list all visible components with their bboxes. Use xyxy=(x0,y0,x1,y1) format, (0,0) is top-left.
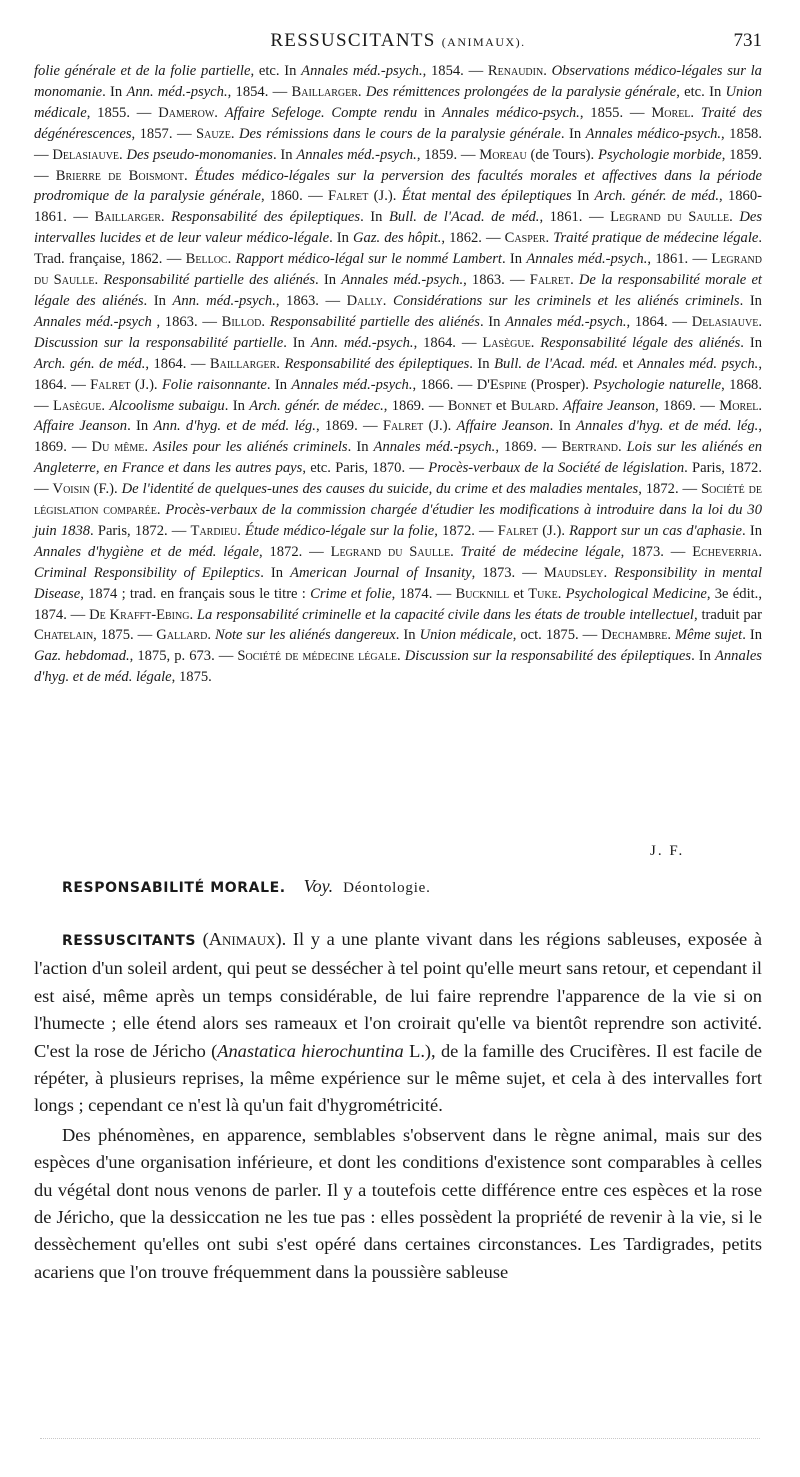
author-name: Lasègue xyxy=(52,397,102,414)
author-name: Falret xyxy=(497,522,539,539)
citation-text: . In xyxy=(360,209,389,226)
work-title: Annales méd.-psych. xyxy=(526,251,648,268)
citation-text: . In xyxy=(224,397,250,414)
citation-text: . xyxy=(530,334,541,351)
author-name: Echeverria xyxy=(692,543,759,560)
author-name: Morel xyxy=(651,104,691,121)
work-title: American Journal of Insanity xyxy=(290,564,472,581)
author-name: Brierre de Boismont xyxy=(55,167,184,184)
citation-text: , 3e édit., 1874. — xyxy=(34,585,762,623)
article-ressuscitants xyxy=(34,926,762,1286)
citation-text: . xyxy=(758,397,762,414)
citation-text: . xyxy=(554,397,563,414)
work-title: Traité pratique de médecine légale xyxy=(553,230,759,247)
work-title: Rapport médico-légal sur le nommé Lambert xyxy=(235,251,502,268)
author-name: D'Espine xyxy=(476,376,527,393)
work-title: Traité de médecine légale xyxy=(460,543,621,560)
citation-text: . In xyxy=(266,376,292,393)
citation-text: . xyxy=(207,627,215,644)
running-title xyxy=(34,30,762,52)
work-title: Annales d'hyg. et de méd. lég. xyxy=(575,418,759,435)
author-signature: J. F. xyxy=(650,843,685,859)
work-title: Études médico-légales sur la perversion des facultés morales et affectives dans la période prodromique de la paralysie générale xyxy=(34,167,762,205)
work-title: Rapport sur un cas d'aphasie xyxy=(569,522,743,539)
citation-text: . In xyxy=(739,292,762,309)
work-title: Affaire Jeanson xyxy=(562,397,656,414)
work-title: Des rémittences prolongées de la paralysie générale xyxy=(365,83,677,100)
citation-text: . In xyxy=(329,230,354,247)
work-title: Gaz. des hôpit. xyxy=(353,230,442,247)
citation-text: , 1863. — xyxy=(275,292,347,309)
citation-text: . xyxy=(397,648,405,665)
author-name: Legrand du Saulle xyxy=(34,251,762,289)
work-title: Annales méd.-psych. xyxy=(301,63,423,79)
citation-text: . Paris, 1872. — xyxy=(90,522,191,539)
author-name: Lasègue xyxy=(482,334,531,351)
citation-text: . In xyxy=(127,418,154,435)
citation-text: . xyxy=(603,564,615,581)
citation-text: , 1866. — xyxy=(412,376,477,393)
work-title: Ann. d'hyg. et de méd. lég. xyxy=(153,418,316,435)
work-title: Annales d'hyg. et de méd. légale xyxy=(34,648,762,686)
work-title: État mental des épileptiques xyxy=(401,188,572,205)
work-title: folie générale et de la folie partielle xyxy=(34,63,251,79)
citation-text: , 1863. — xyxy=(463,272,530,289)
citation-text: , 1872. — xyxy=(434,522,498,539)
citation-text: . Paris, 1872. — xyxy=(34,460,763,498)
work-title: Union médicale xyxy=(419,627,513,644)
citation-text: , 1855. — xyxy=(86,104,159,121)
citation-text: . xyxy=(758,313,762,330)
citation-text: . xyxy=(230,125,239,142)
citation-text: . In xyxy=(395,627,420,644)
work-title: Bull. de l'Acad. méd. xyxy=(494,355,619,372)
author-name: Morel xyxy=(719,397,759,414)
page-header xyxy=(34,30,762,60)
citation-text: , etc. In xyxy=(676,83,726,100)
work-title: Criminal Responsibility of Epileptics xyxy=(34,564,261,581)
author-name: Bulard xyxy=(510,397,555,414)
citation-text: . xyxy=(276,355,285,372)
author-name: Dechambre xyxy=(601,627,668,644)
citation-text: . xyxy=(382,292,393,309)
work-title: Annales méd.-psych xyxy=(34,313,152,330)
author-name: Société de médecine légale xyxy=(237,648,398,665)
citation-text: . In xyxy=(102,83,127,100)
citation-text: . In xyxy=(740,334,762,351)
author-name: Bertrand xyxy=(561,439,618,456)
citation-text: in xyxy=(417,104,443,121)
citation-text: (Prosper). xyxy=(526,376,594,393)
citation-text: (J.). xyxy=(130,376,162,393)
work-title: Responsabilité des épileptiques xyxy=(284,355,470,372)
work-title: Affaire Sefeloge. Compte rendu xyxy=(224,104,418,121)
author-name: Billod xyxy=(221,313,262,330)
work-title: Ann. méd.-psych. xyxy=(172,292,276,309)
citation-text: . xyxy=(101,397,110,414)
author-name: Bucknill xyxy=(455,585,510,602)
citation-text: , 1854. — xyxy=(227,83,292,100)
author-name: Legrand du Saulle xyxy=(330,543,451,560)
page-bottom-rule xyxy=(40,1438,760,1445)
work-title: Bull. de l'Acad. de méd. xyxy=(388,209,540,226)
author-name: Falret xyxy=(382,418,424,435)
work-title: Arch. génér. de médec. xyxy=(249,397,384,414)
work-title: Responsabilité légale des aliénés xyxy=(540,334,741,351)
work-title: Des pseudo-monomanies xyxy=(126,146,273,163)
citation-text: . In xyxy=(469,355,495,372)
work-title: Observations médico-légales sur la monomanie xyxy=(34,63,762,100)
work-title: Lois sur les aliénés en Angleterre, en France et dans les autres pays xyxy=(34,439,763,477)
citation-text: . xyxy=(690,104,701,121)
work-title: Annales médico-psych. xyxy=(585,125,722,142)
entry-responsabilite-morale xyxy=(62,876,431,897)
running-title-main: RESSUSCITANTS xyxy=(270,30,436,51)
work-title: Discussion sur la responsabilité partielle xyxy=(34,334,284,351)
work-title: Des intervalles lucides et de leur valeur médico-légale xyxy=(34,209,763,247)
author-name: Tardieu xyxy=(190,522,238,539)
work-title: Annales méd. psych. xyxy=(637,355,759,372)
work-title: De l'identité de quelques-unes des causes du suicide, du crime et des maladies mentales xyxy=(121,481,639,498)
citation-text: . xyxy=(357,83,366,100)
citation-text: (J.). xyxy=(538,522,570,539)
work-title: Annales méd.-psych. xyxy=(341,272,464,289)
citation-text: . xyxy=(617,439,627,456)
citation-text: . In xyxy=(742,522,762,539)
citation-text: . xyxy=(119,146,127,163)
author-name: Maudsley xyxy=(543,564,604,581)
citation-text: et xyxy=(509,585,529,602)
author-name: Legrand du Saulle xyxy=(610,209,730,226)
work-title: Affaire Jeanson xyxy=(34,418,128,435)
work-title: Annales méd.-psych. xyxy=(291,376,413,393)
author-name: Falret xyxy=(328,188,369,205)
citation-text: (J.). xyxy=(368,188,402,205)
citation-text: , oct. 1875. — xyxy=(512,627,602,644)
work-title: Des rémissions dans le cours de la paralysie générale xyxy=(238,125,561,142)
work-title: Responsabilité des épileptiques xyxy=(171,209,361,226)
citation-text: et xyxy=(491,397,511,414)
running-title-sub: (ANIMAUX). xyxy=(441,35,526,49)
citation-text: . In xyxy=(560,125,586,142)
citation-text: , 1875, p. 673. — xyxy=(129,648,238,665)
citation-text: . In xyxy=(347,439,374,456)
citation-text: . In xyxy=(691,648,715,665)
citation-text: , 1863. — xyxy=(151,313,222,330)
citation-text: , 1864. — xyxy=(145,355,210,372)
author-name: Baillarger xyxy=(94,209,161,226)
work-title: Arch. gén. de méd. xyxy=(34,355,146,372)
citation-text: . In xyxy=(501,251,527,268)
work-title: Annales méd.-psych. xyxy=(296,146,417,163)
citation-text: . In xyxy=(315,272,342,289)
citation-text: . xyxy=(758,543,762,560)
cross-ref-voy: Voy. xyxy=(303,876,334,896)
citation-text: , 1872. — xyxy=(258,543,331,560)
citation-text: . xyxy=(570,272,579,289)
author-name: De Krafft-Ebing xyxy=(89,606,190,623)
author-name: Falret xyxy=(90,376,131,393)
work-title: Responsabilité partielle des aliénés xyxy=(269,313,480,330)
citation-text: . xyxy=(189,606,197,623)
entry-headword: RESPONSABILITÉ MORALE. xyxy=(62,880,286,896)
citation-text: . xyxy=(160,209,172,226)
citation-text: (F.). xyxy=(89,481,122,498)
work-title: De la responsabilité morale et légale des aliénés xyxy=(34,272,762,309)
cross-ref-target: Déontologie. xyxy=(343,880,431,896)
work-title: Psychologie morbide xyxy=(597,146,722,163)
citation-text: , 1855. — xyxy=(579,104,652,121)
author-name: Delasiauve xyxy=(52,146,120,163)
citation-text: . Trad. française, 1862. — xyxy=(34,230,763,268)
citation-text: , 1869. — xyxy=(655,397,720,414)
author-name: Renaudin xyxy=(487,63,544,79)
citation-text: , 1875. — xyxy=(93,627,157,644)
author-name: Sauze xyxy=(196,125,231,142)
author-name: Bonnet xyxy=(447,397,492,414)
work-title: Responsibility in mental Disease xyxy=(34,564,763,602)
citation-text: , 1861. — xyxy=(539,209,611,226)
work-title: Annales médico-psych. xyxy=(442,104,580,121)
author-name: Tuke xyxy=(528,585,558,602)
species-name: Anastatica hierochuntina xyxy=(217,1040,404,1061)
citation-text: . xyxy=(94,272,104,289)
citation-text: , 1872. — xyxy=(638,481,702,498)
citation-text: . xyxy=(667,627,675,644)
citation-text: , 1864. — xyxy=(34,355,762,393)
article-paragraph-1 xyxy=(34,926,762,1120)
citation-text: . xyxy=(543,63,552,79)
author-name: Voisin xyxy=(52,481,90,498)
work-title: Annales d'hygiène et de méd. légale xyxy=(34,543,259,560)
citation-text: , 1875. xyxy=(171,669,212,686)
work-title: Gaz. hebdomad. xyxy=(34,648,130,665)
work-title: La responsabilité criminelle et la capacité civile dans les états de trouble intellectuel xyxy=(196,606,694,623)
citation-text: , 1874. — xyxy=(391,585,456,602)
work-title: Folie raisonnante xyxy=(161,376,267,393)
citation-text: , 1873. — xyxy=(471,564,544,581)
work-title: Arch. génér. de méd. xyxy=(594,188,719,205)
work-title: Alcoolisme subaigu xyxy=(109,397,225,414)
work-title: Annales méd.-psych. xyxy=(505,313,627,330)
citation-text: . xyxy=(557,585,566,602)
author-name: Damerow xyxy=(158,104,215,121)
paragraph-text: Il y a une plante vivant dans les régions sableuses, exposée à l'action d'un soleil ardent, qui peut se dessécher à tel point qu'elle meurt sans retour, et cependant il est aisé, même après un temps considérable, de lui faire reprendre l'apparence de la vie si on l'humecte ; elle étend alors ses rameaux et l'on croirait qu'elle va bientôt reprendre son activité. C'est la rose de Jéricho ( xyxy=(34,929,762,1061)
citation-text: , 1868. — xyxy=(34,376,762,414)
citation-text: . In xyxy=(143,292,173,309)
author-name: Delasiauve xyxy=(691,313,759,330)
work-title: Asiles pour les aliénés criminels xyxy=(153,439,348,456)
citation-text: , 1864. — xyxy=(413,334,483,351)
article-qualifier: (Animaux). xyxy=(202,929,287,949)
work-title: Psychologie naturelle xyxy=(593,376,722,393)
author-name: Baillarger xyxy=(209,355,277,372)
citation-text: , 1869. — xyxy=(34,418,762,456)
citation-text: , etc. In xyxy=(250,63,302,79)
citation-text: . xyxy=(729,209,740,226)
citation-text: , 1873. — xyxy=(620,543,693,560)
author-name: Dally xyxy=(346,292,383,309)
citation-text: . In xyxy=(260,564,291,581)
work-title: Affaire Jeanson xyxy=(456,418,550,435)
author-name: Moreau xyxy=(479,146,527,163)
citation-text: , 1854. — xyxy=(422,63,488,79)
citation-text: . xyxy=(144,439,154,456)
work-title: Annales méd.-psych. xyxy=(373,439,496,456)
citation-text: , 1869. — xyxy=(315,418,383,435)
citation-text: . xyxy=(156,502,166,519)
citation-text: . xyxy=(237,522,246,539)
work-title: Traité des dégénérescences xyxy=(34,104,763,142)
author-name: Chatelain xyxy=(34,627,94,644)
work-title: Considérations sur les criminels et les aliénés criminels xyxy=(393,292,740,309)
citation-text: . In xyxy=(283,334,311,351)
citation-text: (J.). xyxy=(423,418,457,435)
citation-text: . In xyxy=(479,313,506,330)
citation-text: . xyxy=(227,251,236,268)
author-name: Belloc xyxy=(185,251,228,268)
work-title: Psychological Medicine xyxy=(565,585,707,602)
citation-text: , 1862. — xyxy=(441,230,505,247)
work-title: Discussion sur la responsabilité des épileptiques xyxy=(404,648,692,665)
citation-text: , 1860-1861. — xyxy=(34,188,762,226)
page-number: 731 xyxy=(733,30,762,51)
paragraph-text: L.), de la famille des Crucifères. Il est facile de répéter, à plusieurs reprises, la même expérience sur le même sujet, et cela à des intervalles fort longs ; cependant ce n'est là qu'un fait d'hygrométricité. xyxy=(34,1040,763,1116)
citation-text: . xyxy=(183,167,195,184)
work-title: Note sur les aliénés dangereux xyxy=(214,627,396,644)
author-name: Falret xyxy=(529,272,571,289)
work-title: Ann. méd.-psych. xyxy=(310,334,414,351)
work-title: Crime et folie xyxy=(310,585,392,602)
citation-text: . In xyxy=(549,418,576,435)
citation-text: , traduit par xyxy=(693,606,762,623)
citation-text: . xyxy=(545,230,554,247)
citation-text: , 1859. — xyxy=(34,146,762,184)
bibliography-block xyxy=(34,61,762,688)
citation-text: , 1858. — xyxy=(34,125,763,163)
citation-text: . In xyxy=(272,146,297,163)
citation-text: , 1874 ; trad. en français sous le titre : xyxy=(80,585,311,602)
citation-text: et xyxy=(618,355,638,372)
citation-text: , 1857. — xyxy=(131,125,197,142)
citation-text: , etc. Paris, 1870. — xyxy=(302,460,429,477)
citation-text: , 1859. — xyxy=(416,146,480,163)
article-paragraph-2: Des phénomènes, en apparence, semblables s'observent dans le règne animal, mais sur des espèces d'une organisation inférieure, et dont les conditions d'existence sont comparables à celles du végétal dont nous venons de parler. Il y a toutefois cette différence entre ces espèces et la rose de Jéricho, que la dessiccation ne les tue pas : elles possèdent la propriété de revenir à la vie, si le dessèchement qu'elles ont subi s'est opéré dans certaines circonstances. Les Tardigrades, petits acariens que l'on trouve fréquemment dans la poussière sableuse xyxy=(34,1124,762,1282)
work-title: Étude médico-légale sur la folie xyxy=(245,522,435,539)
work-title: Union médicale xyxy=(34,83,762,121)
citation-text: , 1861. — xyxy=(647,251,712,268)
article-lemma: RESSUSCITANTS xyxy=(62,933,196,949)
author-name: Société de législation comparée xyxy=(34,481,762,519)
citation-text: (de Tours). xyxy=(526,146,598,163)
citation-text: , 1869. — xyxy=(495,439,562,456)
citation-text: . In xyxy=(742,627,763,644)
work-title: Procès-verbaux de la commission chargée d'étudier les modifications à introduire dans la loi du 30 juin 1838 xyxy=(34,502,763,539)
author-name: Du même xyxy=(91,439,145,456)
citation-text: . xyxy=(261,313,270,330)
citation-text: , 1869. — xyxy=(383,397,448,414)
citation-text: . xyxy=(450,543,461,560)
citation-text: , 1864. — xyxy=(626,313,692,330)
citation-text: . xyxy=(214,104,225,121)
citation-text: In xyxy=(571,188,595,205)
work-title: Même sujet xyxy=(675,627,743,644)
author-name: Casper xyxy=(504,230,546,247)
author-name: Baillarger xyxy=(291,83,358,100)
work-title: Ann. méd.-psych. xyxy=(126,83,228,100)
work-title: Procès-verbaux de la Société de législation xyxy=(428,460,685,477)
citation-text: , 1860. — xyxy=(260,188,328,205)
work-title: Responsabilité partielle des aliénés xyxy=(103,272,316,289)
author-name: Gallard xyxy=(156,627,208,644)
